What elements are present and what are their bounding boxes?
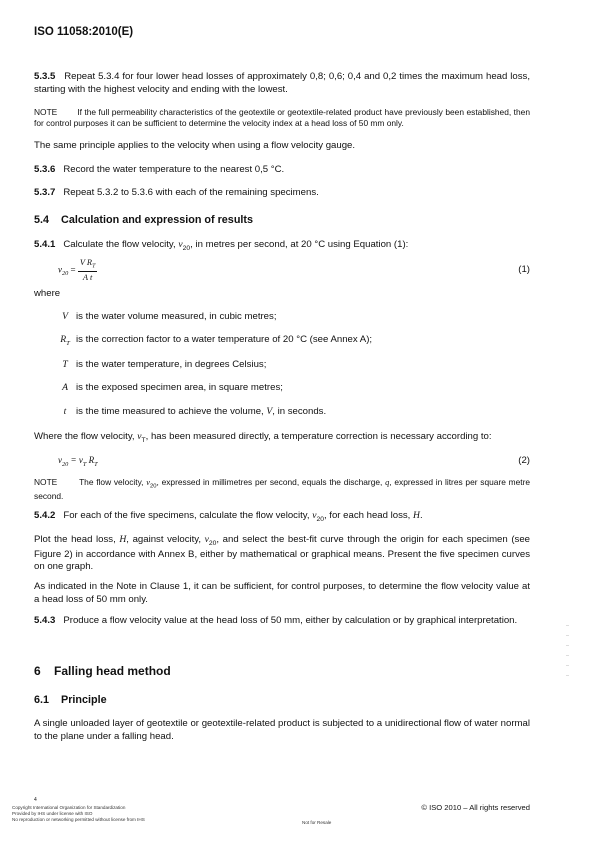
section-title: Falling head method xyxy=(54,664,171,678)
equation-number-2: (2) xyxy=(518,455,530,466)
clause-text: Repeat 5.3.4 for four lower head losses of approximately 0,8; 0,6; 0,4 and 0,2 times the maximum head loss, starting with the highest velocity and ending with the lowest. xyxy=(34,71,530,95)
clause-text: . xyxy=(419,510,423,521)
symbol-q: q xyxy=(385,478,390,487)
footer-fine-print xyxy=(12,805,145,823)
paragraph-plot xyxy=(34,534,530,574)
clause-5-3-6 xyxy=(34,164,530,177)
section-heading-5-4 xyxy=(34,213,253,227)
equation-fraction xyxy=(78,257,97,284)
symbol: A xyxy=(62,382,68,393)
equation-subscript: 20 xyxy=(62,270,69,278)
clause-number: 5.3.5 xyxy=(34,71,56,82)
section-title: Principle xyxy=(61,694,107,706)
paragraph-same-principle: The same principle applies to the velocity when using a flow velocity gauge. xyxy=(34,140,356,151)
symbol-subscript: 20 xyxy=(149,483,157,490)
definition-text-V: is the water volume measured, in cubic metres; xyxy=(76,311,277,322)
symbol-V: V xyxy=(266,406,273,417)
document-header: ISO 11058:2010(E) xyxy=(34,26,134,38)
note-label: NOTE xyxy=(34,107,58,117)
clause-text: For each of the five specimens, calculate the flow velocity, xyxy=(63,510,310,521)
clause-number: 5.4.2 xyxy=(34,510,56,521)
margin-marks xyxy=(566,625,572,685)
definition-symbol-A xyxy=(58,382,72,395)
clause-number: 5.3.6 xyxy=(34,164,56,175)
paragraph-text: , has been measured directly, a temperature correction is necessary according to: xyxy=(145,431,492,442)
symbol: t xyxy=(63,406,67,417)
clause-text: Produce a flow velocity value at the head loss of 50 mm, either by calculation or by graphical interpretation. xyxy=(63,615,518,626)
symbol: R xyxy=(60,334,67,345)
fine-print-line: Provided by IHS under license with ISO xyxy=(12,810,93,816)
paragraph-clause-1-note: As indicated in the Note in Clause 1, it can be sufficient, for control purposes, to determine the flow velocity value at a head loss of 50 mm only. xyxy=(34,581,530,605)
symbol-subscript: T xyxy=(141,436,146,444)
equation-subscript: T xyxy=(94,460,98,468)
not-for-resale-notice: Not for Resale xyxy=(302,820,332,825)
paragraph-temperature-correction xyxy=(34,431,530,446)
definition-text-T: is the water temperature, in degrees Celsius; xyxy=(76,359,267,370)
paragraph-text: , against velocity, xyxy=(126,534,202,545)
equation-1: $v_{20}$ = $\frac{V R_T}{\text{A t}}$ xyxy=(58,258,96,283)
symbol-v: v xyxy=(312,510,317,521)
definition-text-t xyxy=(76,406,326,419)
note-text: If the full permeability characteristics of the geotextile or geotextile-related product have previously been established, then for control purposes it can be sufficient to determine the velocity index at a head loss of 50 mm only. xyxy=(34,107,530,129)
section-title: Calculation and expression of results xyxy=(61,214,254,226)
equation-subscript: T xyxy=(82,460,87,468)
symbol-subscript: 20 xyxy=(182,244,191,252)
definition-symbol-V xyxy=(58,311,72,324)
fraction-numerator: V R xyxy=(79,258,93,267)
definition-symbol-t xyxy=(58,406,72,419)
fine-print-line: No reproduction or networking permitted without license from IHS xyxy=(12,816,145,822)
paragraph-text: , and select the best-fit curve through the origin for each specimen (see Figure 2) in accordance with Annex B, either by mathematical or graphical means. Present the five specimen curves on one graph. xyxy=(34,534,530,573)
where-label: where xyxy=(34,288,61,299)
definition-text: , in seconds. xyxy=(272,406,327,417)
symbol-subscript: T xyxy=(66,339,70,347)
definition-text-A: is the exposed specimen area, in square metres; xyxy=(76,382,283,393)
section-heading-6 xyxy=(34,664,171,680)
clause-5-3-7 xyxy=(34,187,530,200)
copyright-notice: © ISO 2010 – All rights reserved xyxy=(421,803,530,812)
paragraph-text: Plot the head loss, xyxy=(34,534,116,545)
paragraph-text: Where the flow velocity, xyxy=(34,431,135,442)
symbol-subscript: 20 xyxy=(316,515,324,523)
note-text: The flow velocity, xyxy=(79,477,144,487)
symbol-H: H xyxy=(119,534,127,545)
symbol: T xyxy=(62,359,68,370)
note-text: , expressed in millimetres per second, equals the discharge, xyxy=(156,477,383,487)
fraction-denominator: A t xyxy=(82,273,93,283)
clause-5-3-5 xyxy=(34,71,530,96)
equation-symbol: v xyxy=(58,455,62,465)
section-number: 6.1 xyxy=(34,694,50,706)
note-permeability xyxy=(34,107,530,129)
note-flow-velocity xyxy=(34,477,530,503)
equation-lhs: v xyxy=(58,264,62,275)
clause-text: , in metres per second, at 20 °C using Equation (1): xyxy=(190,239,409,250)
clause-5-4-1 xyxy=(34,239,530,254)
symbol-v: v xyxy=(204,534,209,545)
fine-print-line: Copyright International Organization for Standardization xyxy=(12,805,126,810)
definition-symbol-RT xyxy=(58,334,72,349)
clause-text: Repeat 5.3.2 to 5.3.6 with each of the remaining specimens. xyxy=(63,187,319,198)
definition-text: is the time measured to achieve the volume, xyxy=(76,406,264,417)
equation-2 xyxy=(58,455,98,469)
definition-symbol-T xyxy=(58,359,72,372)
note-text: , expressed in litres per square metre second. xyxy=(34,477,531,502)
definition-text-RT: is the correction factor to a water temperature of 20 °C (see Annex A); xyxy=(76,334,373,345)
paragraph-principle: A single unloaded layer of geotextile or geotextile-related product is subjected to a unidirectional flow of water normal to the plane under a falling head. xyxy=(34,718,530,742)
symbol-v: v xyxy=(146,478,150,487)
equation-symbol: = v xyxy=(68,455,83,465)
note-label: NOTE xyxy=(34,477,58,487)
clause-text: Record the water temperature to the nearest 0,5 °C. xyxy=(63,164,285,175)
symbol: V xyxy=(62,311,68,322)
clause-text: , for each head loss, xyxy=(323,510,411,521)
symbol-H: H xyxy=(413,510,420,521)
equation-symbol: R xyxy=(86,455,95,465)
fraction-subscript: T xyxy=(92,263,96,270)
clause-number: 5.4.1 xyxy=(34,239,56,250)
symbol-subscript: 20 xyxy=(208,539,217,547)
page-number: 4 xyxy=(34,797,37,803)
clause-5-4-2 xyxy=(34,510,530,525)
section-heading-6-1 xyxy=(34,693,107,707)
section-number: 5.4 xyxy=(34,214,50,226)
clause-5-4-3 xyxy=(34,615,530,628)
clause-number: 5.4.3 xyxy=(34,615,56,626)
equation-subscript: 20 xyxy=(62,460,69,468)
clause-text: Calculate the flow velocity, xyxy=(63,239,176,250)
symbol-v: v xyxy=(137,431,142,442)
section-number: 6 xyxy=(34,664,41,678)
symbol-v: v xyxy=(178,239,183,250)
clause-number: 5.3.7 xyxy=(34,187,56,198)
equation-number-1: (1) xyxy=(518,264,530,275)
